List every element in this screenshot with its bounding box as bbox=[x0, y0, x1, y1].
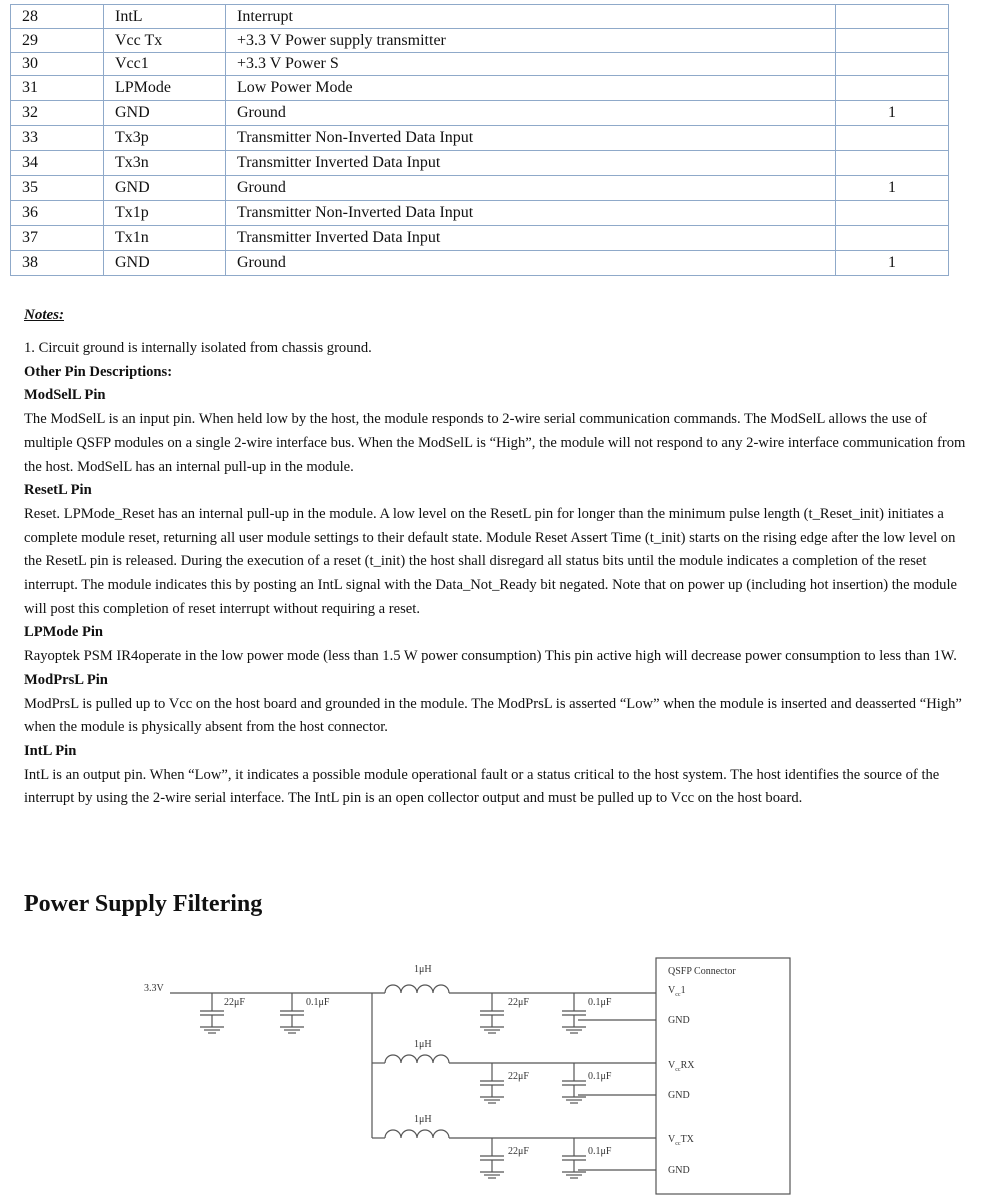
pin-description: Ground bbox=[226, 251, 836, 276]
cap-01uf-vcc1: 0.1μF bbox=[588, 997, 612, 1008]
pin-description: +3.3 V Power supply transmitter bbox=[226, 29, 836, 53]
pin-symbol: GND bbox=[104, 251, 226, 276]
pin-symbol: GND bbox=[104, 176, 226, 201]
pin-number: 33 bbox=[11, 126, 104, 151]
intl-pin-title: IntL Pin bbox=[24, 742, 77, 759]
pin-description: Ground bbox=[226, 101, 836, 126]
pin-number: 32 bbox=[11, 101, 104, 126]
modsell-pin-title: ModSelL Pin bbox=[24, 387, 106, 404]
table-row bbox=[11, 226, 949, 251]
pin-symbol: IntL bbox=[104, 5, 226, 29]
connector-pin-vcctx: $V_{cc}TX$ bbox=[668, 1134, 694, 1147]
table-row bbox=[11, 176, 949, 201]
notes-heading: Notes: bbox=[24, 307, 64, 323]
pin-description: Low Power Mode bbox=[226, 76, 836, 101]
pin-number: 35 bbox=[11, 176, 104, 201]
pin-symbol: Tx3p bbox=[104, 126, 226, 151]
capacitor-symbol bbox=[480, 993, 504, 1033]
pin-description: Ground bbox=[226, 176, 836, 201]
pin-number: 30 bbox=[11, 53, 104, 76]
power-supply-filter-diagram bbox=[0, 950, 1000, 1197]
pin-notes bbox=[836, 126, 949, 151]
capacitor-symbol bbox=[280, 993, 304, 1033]
table-row bbox=[11, 53, 949, 76]
modprsl-pin-body: ModPrsL is pulled up to Vcc on the host board and grounded in the module. The ModPrsL is asserted “Low” when the module is inserted and deasserted “High” when the module is physically absent from the host connector. bbox=[24, 695, 962, 736]
resetl-pin-title: ResetL Pin bbox=[24, 482, 92, 499]
pin-description: Transmitter Inverted Data Input bbox=[226, 151, 836, 176]
pin-symbol: Vcc1 bbox=[104, 53, 226, 76]
lpmode-pin-title: LPMode Pin bbox=[24, 624, 104, 641]
pin-notes: 1 bbox=[836, 101, 949, 126]
pin-number: 29 bbox=[11, 29, 104, 53]
cap-22uf-vcc1: 22μF bbox=[508, 997, 529, 1008]
pin-number: 37 bbox=[11, 226, 104, 251]
capacitor-symbol bbox=[480, 1138, 504, 1178]
notes-block bbox=[24, 337, 974, 811]
pin-notes bbox=[836, 151, 949, 176]
cap-22uf-vcctx: 22μF bbox=[508, 1146, 529, 1157]
pin-notes bbox=[836, 76, 949, 101]
connector-pin-vccrx: $V_{cc}RX$ bbox=[668, 1060, 695, 1073]
table-row bbox=[11, 151, 949, 176]
table-row bbox=[11, 126, 949, 151]
capacitor-symbol bbox=[562, 993, 586, 1033]
capacitor-symbol bbox=[200, 993, 224, 1033]
cap-22uf-input: 22μF bbox=[224, 997, 245, 1008]
pin-description: Transmitter Non-Inverted Data Input bbox=[226, 126, 836, 151]
pin-table-body bbox=[11, 5, 949, 276]
capacitor-symbol bbox=[562, 1138, 586, 1178]
pin-number: 36 bbox=[11, 201, 104, 226]
pin-table bbox=[10, 4, 949, 276]
capacitor-symbol bbox=[480, 1063, 504, 1103]
pin-notes bbox=[836, 226, 949, 251]
pin-notes bbox=[836, 201, 949, 226]
inductor-label-3: 1μH bbox=[414, 1114, 432, 1125]
pin-symbol: Tx1p bbox=[104, 201, 226, 226]
cap-01uf-vcctx: 0.1μF bbox=[588, 1146, 612, 1157]
connector-pin-gnd-3: GND bbox=[668, 1165, 690, 1176]
pin-symbol: Vcc Tx bbox=[104, 29, 226, 53]
table-row bbox=[11, 101, 949, 126]
modprsl-pin-title: ModPrsL Pin bbox=[24, 671, 108, 688]
pin-number: 31 bbox=[11, 76, 104, 101]
capacitor-symbol bbox=[562, 1063, 586, 1103]
intl-pin-body: IntL is an output pin. When “Low”, it indicates a possible module operational fault or a status critical to the host system. The host identifies the source of the interrupt by using the 2-wire serial interface. The IntL pin is an open collector output and must be pulled up to Vcc on the host board. bbox=[24, 766, 940, 807]
pin-symbol: Tx3n bbox=[104, 151, 226, 176]
table-row bbox=[11, 5, 949, 29]
inductor-label-1: 1μH bbox=[414, 964, 432, 975]
table-row bbox=[11, 29, 949, 53]
connector-pin-vcc1: $V_{cc}1$ bbox=[668, 985, 686, 998]
pin-symbol: GND bbox=[104, 101, 226, 126]
table-row bbox=[11, 76, 949, 101]
lpmode-pin-body: Rayoptek PSM IR4operate in the low power mode (less than 1.5 W power consumption) This pin active high will decrease power consumption to less than 1W. bbox=[24, 648, 957, 665]
pin-description: Transmitter Non-Inverted Data Input bbox=[226, 201, 836, 226]
table-row bbox=[11, 251, 949, 276]
connector-pin-gnd-2: GND bbox=[668, 1090, 690, 1101]
pin-number: 28 bbox=[11, 5, 104, 29]
modsell-pin-body: The ModSelL is an input pin. When held low by the host, the module responds to 2-wire serial communication commands. The ModSelL allows the use of multiple QSFP modules on a single 2-wire interface bus. When the ModSelL is “High”, the module will not respond to any 2-wire interface communication from the host. ModSelL has an internal pull-up in the module. bbox=[24, 411, 966, 475]
pin-notes: 1 bbox=[836, 251, 949, 276]
pin-symbol: LPMode bbox=[104, 76, 226, 101]
cap-01uf-vccrx: 0.1μF bbox=[588, 1071, 612, 1082]
resetl-pin-body: Reset. LPMode_Reset has an internal pull-up in the module. A low level on the ResetL pin for longer than the minimum pulse length (t_Reset_init) initiates a complete module reset, returning all user module settings to their default state. Module Reset Assert Time (t_init) starts on the rising edge after the low level on the ResetL pin is released. During the execution of a reset (t_init) the host shall disregard all status bits until the module indicates a completion of the reset interrupt. The module indicates this by posting an IntL signal with the Data_Not_Ready bit negated. Note that on power up (including hot insertion) the module will post this completion of reset interrupt without requiring a reset. bbox=[24, 505, 958, 617]
pin-notes bbox=[836, 5, 949, 29]
note-1: 1. Circuit ground is internally isolated from chassis ground. bbox=[24, 340, 372, 356]
pin-description: Transmitter Inverted Data Input bbox=[226, 226, 836, 251]
connector-title: QSFP Connector bbox=[668, 966, 736, 977]
table-row bbox=[11, 201, 949, 226]
pin-symbol: Tx1n bbox=[104, 226, 226, 251]
other-pin-descriptions-heading: Other Pin Descriptions: bbox=[24, 363, 173, 380]
connector-pin-gnd-1: GND bbox=[668, 1015, 690, 1026]
pin-notes bbox=[836, 29, 949, 53]
pin-description: +3.3 V Power S bbox=[226, 53, 836, 76]
power-supply-filtering-heading: Power Supply Filtering bbox=[24, 891, 263, 917]
cap-22uf-vccrx: 22μF bbox=[508, 1071, 529, 1082]
pin-notes bbox=[836, 53, 949, 76]
inductor-label-2: 1μH bbox=[414, 1039, 432, 1050]
pin-notes: 1 bbox=[836, 176, 949, 201]
pin-number: 34 bbox=[11, 151, 104, 176]
pin-description: Interrupt bbox=[226, 5, 836, 29]
input-voltage-label: 3.3V bbox=[144, 983, 164, 994]
cap-01uf-input: 0.1μF bbox=[306, 997, 330, 1008]
pin-number: 38 bbox=[11, 251, 104, 276]
